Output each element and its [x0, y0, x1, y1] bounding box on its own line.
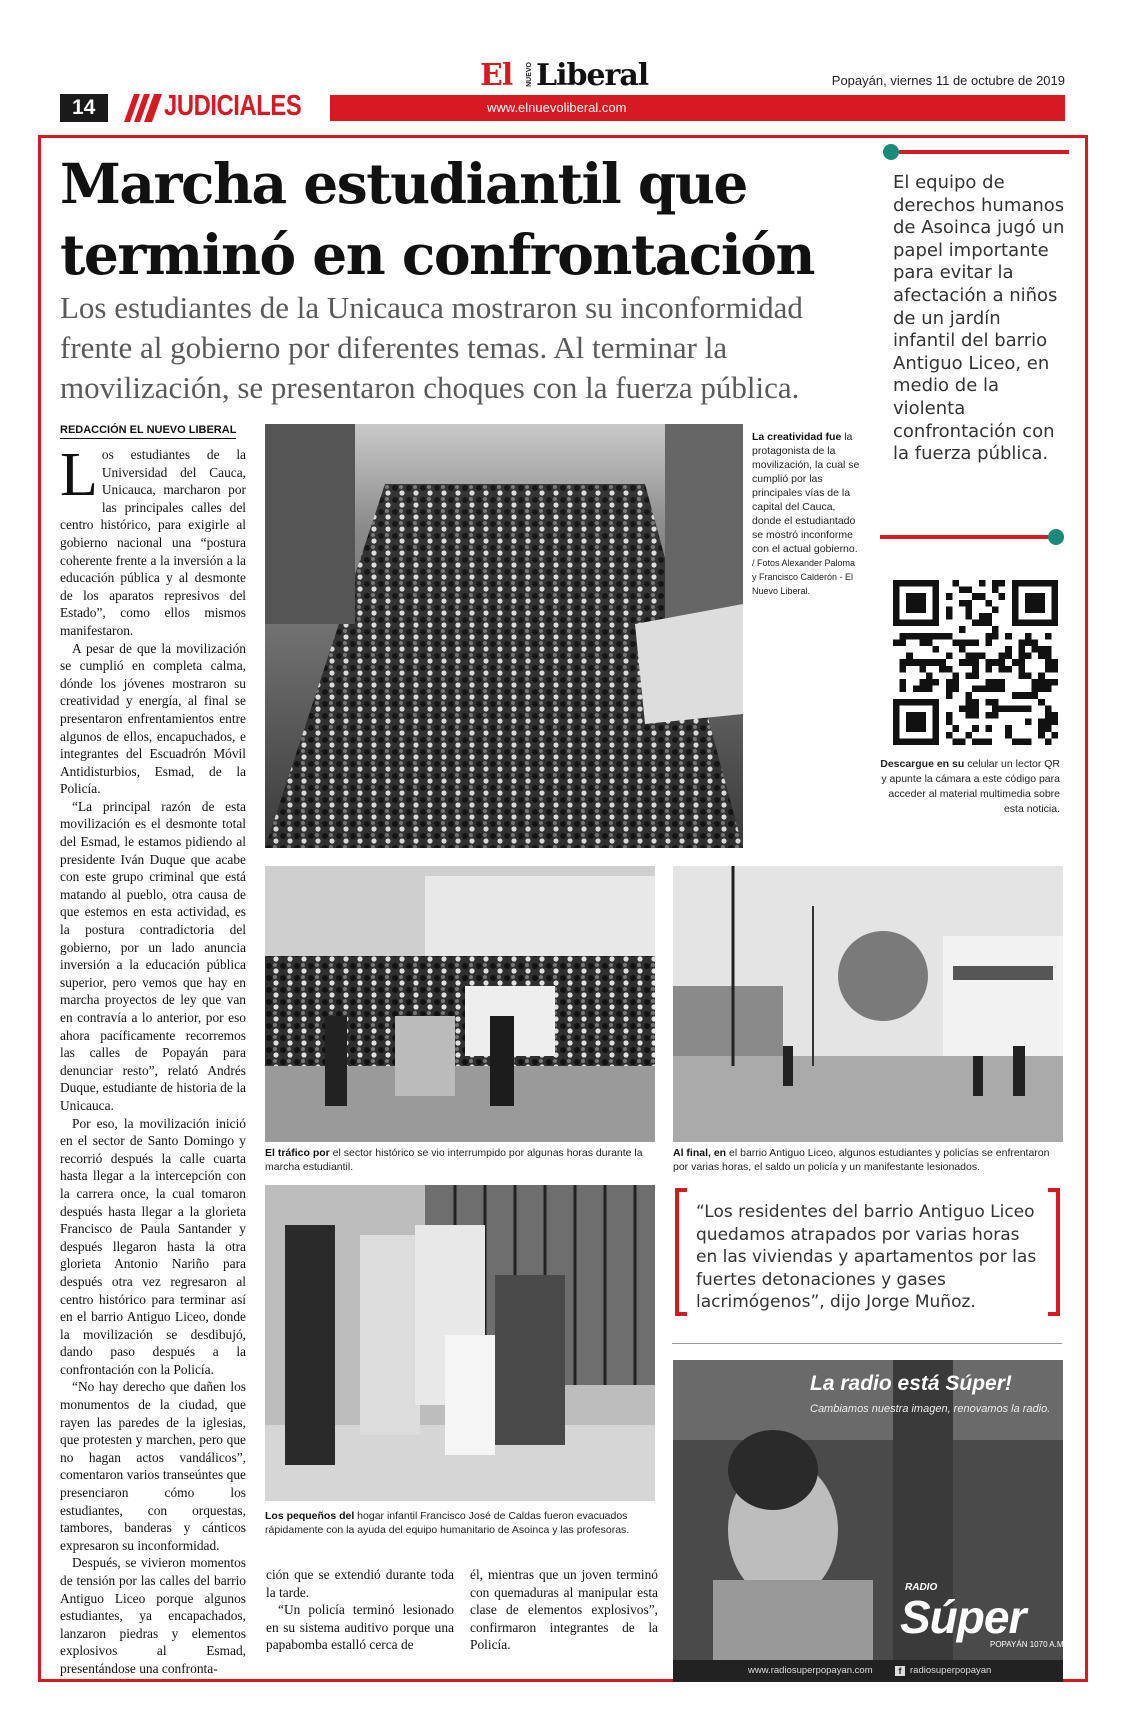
teal-dot-bottom	[1048, 529, 1064, 545]
page-number: 14	[60, 94, 108, 122]
deck: Los estudiantes de la Unicauca mostraron su inconformidad frente al gobierno por diferentes temas. Al terminar la movilización, se presentaron choques con la fuerza pública.	[60, 290, 803, 405]
sidebar-bottom-rule	[880, 535, 1050, 539]
ad-logo: Súper	[900, 1591, 1026, 1643]
masthead-liberal: Liberal	[536, 58, 649, 93]
headline-line-2: terminó en confrontación	[60, 222, 814, 287]
ad-social-handle[interactable]: radiosuperpopayan	[910, 1665, 992, 1676]
caption-traffic-text: el sector histórico se vio interrumpido por algunas horas durante la marcha estudiantil.	[265, 1147, 643, 1173]
qr-code[interactable]	[893, 580, 1058, 745]
quote-bracket-left	[675, 1188, 687, 1316]
qr-caption-bold: Descargue en su	[880, 758, 965, 770]
photo-confrontation	[673, 866, 1063, 1142]
body-paragraph: ción que se extendió durante toda la tarde.	[266, 1567, 454, 1600]
body-paragraph: él, mientras que un joven terminó con quemaduras al manipular esta clase de elementos explosivos”, confirmaron integrantes de la Policía.	[470, 1567, 658, 1653]
masthead-logo	[480, 58, 650, 94]
header-red-bar	[330, 95, 1065, 121]
body-paragraph: Por eso, la movilización inició en el sector de Santo Domingo y recorrió después la calle cuarta hasta llegar a la intercepción con la carrera once, la cual tomaron después hasta llegar a la glorieta Francisco de Paula Santander y después llegaron hasta la otra glorieta Antonio Nariño para después otra vez regresaron al centro histórico para terminar así en el barrio Antiguo Liceo, donde la movilización se desdibujó, dando paso después a la confrontación con la Policía.	[60, 1115, 246, 1377]
masthead-nuevo: NUEVO	[526, 62, 533, 87]
ad-footer	[673, 1660, 1063, 1682]
caption-main-bold: La creatividad fue	[752, 431, 842, 443]
ad-subtitle: Cambiamos nuestra imagen, renovamos la radio.	[810, 1403, 1051, 1415]
facebook-icon: f	[895, 1666, 905, 1676]
ad-title: La radio está Súper!	[810, 1372, 1012, 1395]
body-paragraph: Los estudiantes de la Universidad del Cauca, Unicauca, marcharon por las principales calles del centro histórico, para exigirle al gobierno nacional una “postura coherente frente a la inversión a la educación pública y al desmonte de los aparatos represivos del Estado”, como ellos mismos manifestaron.	[60, 441, 246, 638]
masthead-el: El	[480, 58, 513, 93]
caption-main-credit: / Fotos Alexander Paloma y Francisco Calderón - El Nuevo Liberal.	[752, 558, 856, 596]
sidebar-text: El equipo de derechos humanos de Asoinca jugó un papel importante para evitar la afectación a niños de un jardín infantil del barrio Antiguo Liceo, en medio de la violenta confrontación con la fuerza pública.	[893, 172, 1065, 465]
byline: REDACCIÓN EL NUEVO LIBERAL	[60, 424, 236, 439]
photo-children-evacuated	[265, 1185, 655, 1501]
ad-website[interactable]: www.radiosuperpopayan.com	[748, 1665, 873, 1676]
body-paragraph: “La principal razón de esta movilización es el desmonte total del Esmad, le estamos pidiendo al presidente Iván Duque que acabe con este grupo criminal que está matando al pueblo, otra causa de que estemos en esta actividad, es la postura contradictoria del gobierno, por un lado anuncia inversión a la educación pública superior, pero vemos que hay en marcha proyectos de ley que van en contravía a lo anterior, por eso ahora pacíficamente recorremos las calles de Popayán para denunciar resto”, relató Andrés Duque, estudiante de historia de la Unicauca.	[60, 798, 246, 1113]
body-paragraph: A pesar de que la movilización se cumplió en completa calma, dónde los jóvenes mostraron su creatividad y energía, al final se presentaron enfrentamientos entre algunos de ellos, encapuchados, e integrantes del Escuadrón Móvil Antidisturbios, Esmad, de la Policía.	[60, 640, 246, 797]
caption-children-bold: Los pequeños del	[265, 1510, 355, 1522]
qr-caption	[880, 757, 1060, 817]
caption-children-text: hogar infantil Francisco José de Caldas fueron evacuados rápidamente con la ayuda del equipo humanitario de Asoinca y las profesoras.	[265, 1510, 630, 1536]
quote-bracket-right	[1048, 1188, 1060, 1316]
body-paragraph: “Un policía terminó lesionado en su sistema auditivo porque una papabomba estalló cerca de	[266, 1602, 454, 1653]
body-column-1	[60, 441, 246, 1678]
sidebar-top-rule	[899, 150, 1069, 154]
dropcap: L	[60, 441, 98, 509]
body-column-3	[470, 1566, 658, 1654]
caption-children	[265, 1509, 655, 1537]
body-column-2	[266, 1566, 454, 1654]
ad-logo-radio: RADIO	[905, 1582, 938, 1593]
pull-quote: “Los residentes del barrio Antiguo Liceo quedamos atrapados por varias horas en las viviendas y apartamentos por las fuertes detonaciones y gases lacrimógenos”, dijo Jorge Muñoz.	[696, 1202, 1037, 1312]
caption-main-text: la protagonista de la movilización, la cual se cumplió por las principales vías de la capital del Cauca, donde el estudiantado se mostró inconforme con el actual gobierno.	[752, 431, 860, 555]
caption-traffic	[265, 1146, 655, 1174]
photo-traffic-march	[265, 866, 655, 1142]
photo-march-crowd	[265, 424, 743, 848]
caption-traffic-bold: El tráfico por	[265, 1147, 330, 1159]
website-url: www.elnuevoliberal.com	[487, 100, 627, 115]
qr-caption-text: celular un lector QR y apunte la cámara a este código para acceder al material multimedia sobre esta noticia.	[881, 758, 1060, 815]
caption-confrontation-text: el barrio Antiguo Liceo, algunos estudiantes y policías se enfrentaron por varias horas, el saldo un policía y un manifestante lesionados.	[673, 1147, 1050, 1173]
headline-line-1: Marcha estudiantil que	[60, 151, 747, 216]
section-slashes	[114, 94, 162, 122]
issue-date: Popayán, viernes 11 de octubre de 2019	[831, 73, 1065, 88]
caption-confrontation	[673, 1146, 1063, 1174]
teal-dot-top	[883, 144, 899, 160]
caption-confrontation-bold: Al final, en	[673, 1147, 727, 1159]
body-paragraph: Después, se vivieron momentos de tensión por las calles del barrio Antiguo Liceo porque algunos estudiantes, ya encapachados, lanzaron piedras y elementos explosivos al Esmad, presentándose una confronta-	[60, 1555, 246, 1676]
caption-main	[752, 430, 862, 598]
headline	[60, 148, 840, 290]
ad-frequency: POPAYÁN 1070 A.M.	[990, 1640, 1066, 1649]
divider	[672, 1343, 1062, 1344]
body-paragraph: “No hay derecho que dañen los monumentos de la ciudad, que rayen las paredes de la iglesias, que protesten y marchen, pero que no hagan actos vandálicos”, comentaron varios transeúntes que presenciaron cómo los estudiantes, con orquestas, tambores, banderas y cánticos expresaron su inconformidad.	[60, 1379, 246, 1553]
section-title: JUDICIALES	[164, 90, 302, 122]
